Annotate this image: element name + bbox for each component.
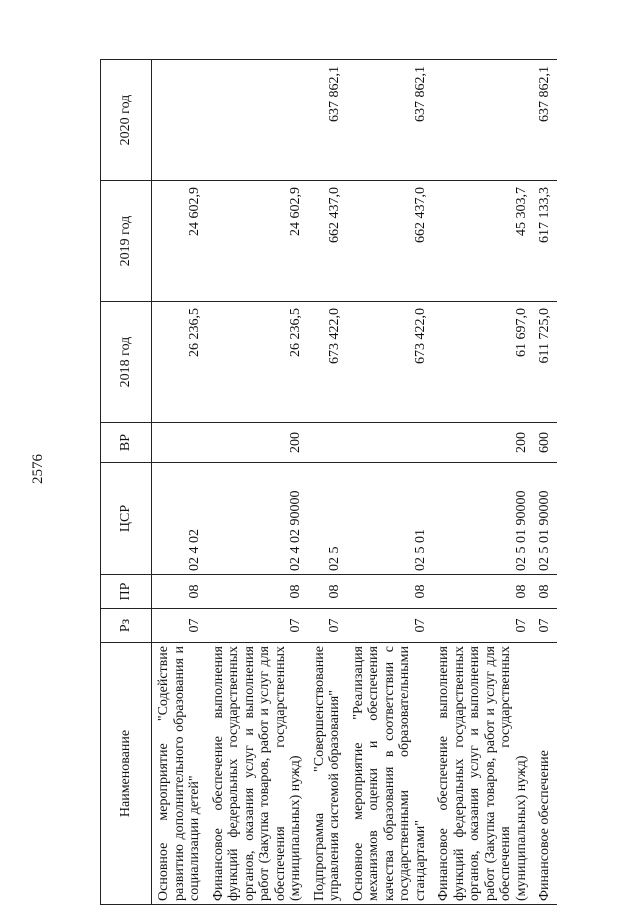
row-2020 [207, 60, 308, 181]
page-number: 2576 [30, 454, 46, 484]
row-csr: 02 5 01 [347, 463, 433, 575]
row-csr: 02 5 01 90000 [533, 463, 557, 575]
header-2019: 2019 год [101, 181, 152, 302]
row-vr: 600 [533, 423, 557, 463]
table-row [533, 60, 557, 905]
row-2019: 24 602,9 [152, 181, 207, 302]
row-2020: 637 862,1 [533, 60, 557, 181]
row-vr [308, 423, 347, 463]
header-vr: ВР [101, 423, 152, 463]
row-vr [347, 423, 433, 463]
header-2020: 2020 год [101, 60, 152, 181]
row-name: Основное мероприятие "Реализация механизмов оценки и обеспечения качества образования в соответствии с государственными образовательными стандартами" [347, 643, 433, 905]
row-pr: 08 [432, 575, 533, 609]
row-2018: 611 725,0 [533, 302, 557, 423]
table-row [207, 60, 308, 905]
row-rz: 07 [432, 609, 533, 643]
header-csr: ЦСР [101, 463, 152, 575]
row-2019: 662 437,0 [347, 181, 433, 302]
header-rz: Рз [101, 609, 152, 643]
header-name: Наименование [101, 643, 152, 905]
row-2019: 617 133,3 [533, 181, 557, 302]
row-vr: 200 [432, 423, 533, 463]
row-2020: 637 862,1 [347, 60, 433, 181]
row-2018: 26 236,5 [152, 302, 207, 423]
row-pr: 08 [347, 575, 433, 609]
row-2018: 26 236,5 [207, 302, 308, 423]
row-2020 [432, 60, 533, 181]
row-pr: 08 [207, 575, 308, 609]
row-2019: 24 602,9 [207, 181, 308, 302]
row-vr [152, 423, 207, 463]
row-rz: 07 [152, 609, 207, 643]
row-2019: 45 303,7 [432, 181, 533, 302]
row-rz: 07 [533, 609, 557, 643]
row-vr: 200 [207, 423, 308, 463]
row-name: Финансовое обеспечение выполнения функций федеральных государственных органов, оказания услуг и выполнения работ (Закупка товаров, работ и услуг для обеспечения государственных (муниципальных) нужд) [207, 643, 308, 905]
row-rz: 07 [207, 609, 308, 643]
row-2020 [152, 60, 207, 181]
row-2020: 637 862,1 [308, 60, 347, 181]
row-name: Основное мероприятие "Содействие развитию дополнительного образования и социализации детей" [152, 643, 207, 905]
row-csr: 02 5 01 90000 [432, 463, 533, 575]
row-name: Финансовое обеспечение [533, 643, 557, 905]
table-row [432, 60, 533, 905]
row-pr: 08 [152, 575, 207, 609]
budget-table [100, 59, 557, 905]
table-row [152, 60, 207, 905]
row-csr: 02 5 [308, 463, 347, 575]
row-csr: 02 4 02 [152, 463, 207, 575]
header-pr: ПР [101, 575, 152, 609]
row-name: Подпрограмма "Совершенствование управления системой образования" [308, 643, 347, 905]
row-rz: 07 [308, 609, 347, 643]
row-2019: 662 437,0 [308, 181, 347, 302]
table-row [347, 60, 433, 905]
row-pr: 08 [308, 575, 347, 609]
row-2018: 673 422,0 [308, 302, 347, 423]
table-row [308, 60, 347, 905]
row-rz: 07 [347, 609, 433, 643]
row-2018: 673 422,0 [347, 302, 433, 423]
row-csr: 02 4 02 90000 [207, 463, 308, 575]
budget-table-sheet [100, 60, 620, 905]
row-name: Финансовое обеспечение выполнения функций федеральных государственных органов, оказания услуг и выполнения работ (Закупка товаров, работ и услуг для обеспечения государственных (муниципальных) нужд) [432, 643, 533, 905]
row-2018: 61 697,0 [432, 302, 533, 423]
row-pr: 08 [533, 575, 557, 609]
table-header-row [101, 60, 152, 905]
header-2018: 2018 год [101, 302, 152, 423]
